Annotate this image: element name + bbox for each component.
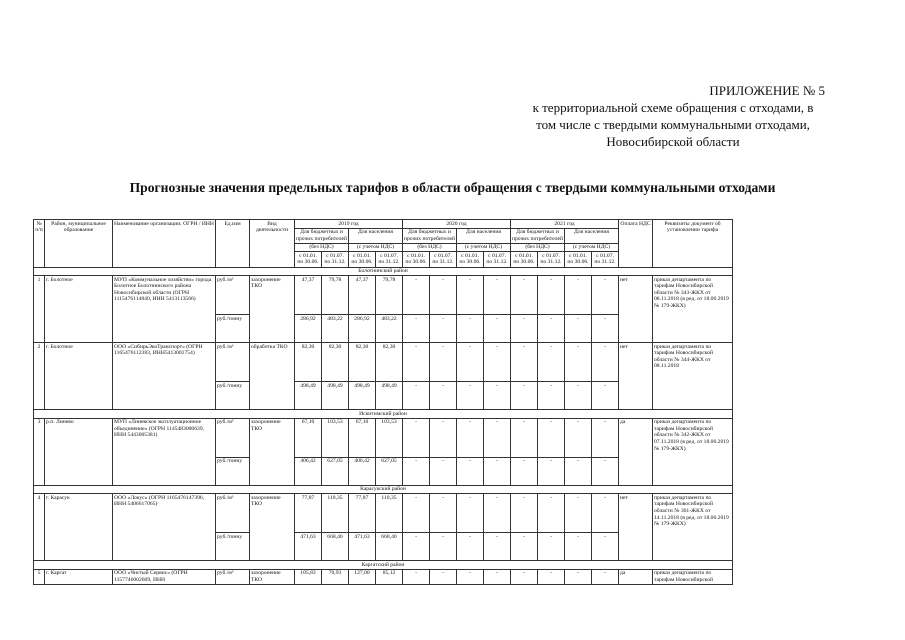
col-header-period: с 01.01. по 30.06. xyxy=(457,252,484,267)
cell-tariff-value: - xyxy=(430,533,457,561)
cell-unit: руб./тонну xyxy=(216,382,250,410)
col-header-period: с 01.07. по 31.12. xyxy=(376,252,403,267)
col-header-novat: (без НДС) xyxy=(403,243,457,252)
cell-tariff-value: - xyxy=(592,569,619,584)
cell-num: 5 xyxy=(34,569,45,584)
cell-tariff-value: 498,49 xyxy=(322,382,349,410)
cell-activity: захоронение ТКО xyxy=(250,494,295,561)
col-header-withvat: (с учетом НДС) xyxy=(565,243,619,252)
cell-tariff-value: 103,53 xyxy=(322,418,349,457)
cell-tariff-value: 82,30 xyxy=(349,343,376,382)
cell-tariff-value: - xyxy=(457,276,484,315)
cell-tariff-value: - xyxy=(538,315,565,343)
cell-org: ООО «СибирьЭкоТранспорт» (ОГРН 1165476112383, ИНН5413001754) xyxy=(113,343,216,410)
cell-tariff-value: - xyxy=(484,382,511,410)
cell-tariff-value: - xyxy=(592,457,619,485)
cell-tariff-value: - xyxy=(511,457,538,485)
col-header-period: с 01.01. по 30.06. xyxy=(349,252,376,267)
cell-district: р.п. Линево xyxy=(45,418,113,485)
region-row xyxy=(34,485,733,494)
col-header-unit: Ед.изм xyxy=(216,220,250,268)
cell-tariff-value: 82,30 xyxy=(376,343,403,382)
cell-tariff-value: - xyxy=(430,276,457,315)
cell-unit: руб./м³ xyxy=(216,569,250,584)
cell-tariff-value: - xyxy=(484,494,511,533)
cell-tariff-value: 498,49 xyxy=(349,382,376,410)
col-header-decree: Реквизиты документ об установлении тарифа xyxy=(653,220,733,268)
cell-tariff-value: 483,22 xyxy=(376,315,403,343)
cell-tariff-value: - xyxy=(484,569,511,584)
cell-tariff-value: 483,22 xyxy=(322,315,349,343)
cell-tariff-value: - xyxy=(538,418,565,457)
cell-tariff-value: - xyxy=(484,418,511,457)
appendix-heading: ПРИЛОЖЕНИЕ № 5 xyxy=(709,83,825,98)
cell-tariff-value: 286,92 xyxy=(349,315,376,343)
col-header-period: с 01.01. по 30.06. xyxy=(403,252,430,267)
cell-tariff-value: - xyxy=(592,494,619,533)
cell-tariff-value: - xyxy=(457,494,484,533)
cell-unit: руб./тонну xyxy=(216,315,250,343)
cell-tariff-value: 70,93 xyxy=(322,569,349,584)
col-header-novat: (без НДС) xyxy=(511,243,565,252)
cell-num: 3 xyxy=(34,418,45,485)
cell-num: 4 xyxy=(34,494,45,561)
cell-tariff-value: - xyxy=(565,315,592,343)
col-header-2020: 2020 год xyxy=(403,220,511,229)
cell-vat: нет xyxy=(619,343,653,410)
table-row xyxy=(34,276,733,315)
cell-tariff-value: 110,35 xyxy=(376,494,403,533)
col-header-period: с 01.07. по 31.12. xyxy=(322,252,349,267)
cell-activity: захоронение ТКО xyxy=(250,569,295,584)
cell-tariff-value: - xyxy=(511,315,538,343)
col-header-budget: Для бюджетных и прочих потребителей xyxy=(512,229,563,242)
cell-org: МУП «Коммунальное хозяйство» города Болотное Болотнинского района Новосибирской области (ОГРН 1115476114840, ИНН 5413113566) xyxy=(113,276,216,343)
cell-vat: нет xyxy=(619,494,653,561)
table-row xyxy=(34,343,733,382)
cell-decree: приказ департамента по тарифам Новосибирской области № 342-ЖКХ от 07.11.2018 (в ред. от 18.06.2019 № 179-ЖКХ) xyxy=(653,418,733,485)
cell-tariff-value: - xyxy=(430,315,457,343)
cell-tariff-value: - xyxy=(430,418,457,457)
cell-tariff-value: 627,05 xyxy=(322,457,349,485)
cell-tariff-value: - xyxy=(538,276,565,315)
cell-tariff-value: - xyxy=(484,533,511,561)
cell-tariff-value: - xyxy=(538,343,565,382)
cell-tariff-value: 668,40 xyxy=(376,533,403,561)
cell-tariff-value: 286,92 xyxy=(295,315,322,343)
cell-district: г. Карасук xyxy=(45,494,113,561)
cell-tariff-value: - xyxy=(430,569,457,584)
cell-tariff-value: - xyxy=(457,382,484,410)
cell-unit: руб./м³ xyxy=(216,343,250,382)
cell-tariff-value: - xyxy=(592,418,619,457)
cell-tariff-value: - xyxy=(538,569,565,584)
col-header-population: Для населения xyxy=(565,228,619,243)
cell-decree: приказ департамента по тарифам Новосибирской области № 344-ЖКХ от 08.11.2018 xyxy=(653,343,733,410)
col-header-period: с 01.07. по 31.12. xyxy=(538,252,565,267)
cell-tariff-value: - xyxy=(511,494,538,533)
cell-tariff-value: 627,05 xyxy=(376,457,403,485)
cell-tariff-value: - xyxy=(565,533,592,561)
cell-tariff-value: 127,00 xyxy=(349,569,376,584)
cell-tariff-value: 82,30 xyxy=(322,343,349,382)
col-header-activity: Вид деятельности xyxy=(250,220,295,268)
appendix-line: Новосибирской области xyxy=(606,134,740,149)
cell-tariff-value: - xyxy=(565,418,592,457)
document-title: Прогнозные значения предельных тарифов в области обращения с твердыми коммунальными отходами xyxy=(129,180,776,195)
cell-activity: обработка ТКО xyxy=(250,343,295,410)
col-header-period: с 01.07. по 31.12. xyxy=(592,252,619,267)
col-header-district: Район, муниципальное образование xyxy=(45,220,113,268)
cell-tariff-value: - xyxy=(403,276,430,315)
table-row xyxy=(34,569,733,584)
cell-tariff-value: 47,37 xyxy=(349,276,376,315)
col-header-2019: 2019 год xyxy=(295,220,403,229)
cell-tariff-value: - xyxy=(457,343,484,382)
cell-activity: захоронение ТКО xyxy=(250,276,295,343)
cell-tariff-value: 77,87 xyxy=(295,494,322,533)
col-header-period: с 01.07. по 31.12. xyxy=(484,252,511,267)
cell-district: г. Болотное xyxy=(45,343,113,410)
col-header-withvat: (с учетом НДС) xyxy=(349,243,403,252)
cell-decree: приказ департамента по тарифам Новосибирской области № 343-ЖКХ от 08.11.2018 (в ред. от 18.06.2019 № 179-ЖКХ) xyxy=(653,276,733,343)
cell-tariff-value: 47,37 xyxy=(295,276,322,315)
cell-unit: руб./м³ xyxy=(216,276,250,315)
cell-tariff-value: 67,10 xyxy=(349,418,376,457)
cell-tariff-value: - xyxy=(484,276,511,315)
cell-tariff-value: - xyxy=(592,315,619,343)
cell-unit: руб./м³ xyxy=(216,494,250,533)
table-body xyxy=(34,267,733,585)
col-header-period: с 01.01. по 30.06. xyxy=(565,252,592,267)
col-header-org: Наименование организации, ОГРН / ИНН xyxy=(113,220,216,268)
cell-vat: да xyxy=(619,418,653,485)
cell-tariff-value: - xyxy=(511,418,538,457)
cell-tariff-value: - xyxy=(592,533,619,561)
cell-tariff-value: - xyxy=(403,494,430,533)
cell-tariff-value: - xyxy=(538,382,565,410)
cell-tariff-value: - xyxy=(592,276,619,315)
cell-tariff-value: - xyxy=(592,382,619,410)
cell-tariff-value: 82,30 xyxy=(295,343,322,382)
cell-tariff-value: - xyxy=(511,533,538,561)
col-header-population: Для населения xyxy=(457,228,511,243)
cell-tariff-value: - xyxy=(403,382,430,410)
cell-tariff-value: - xyxy=(403,569,430,584)
cell-tariff-value: 471,63 xyxy=(349,533,376,561)
cell-tariff-value: - xyxy=(565,276,592,315)
cell-unit: руб./тонну xyxy=(216,457,250,485)
cell-tariff-value: - xyxy=(403,533,430,561)
cell-tariff-value: - xyxy=(538,457,565,485)
cell-decree: приказ департамента по тарифам Новосибирской области № 361-ЖКХ от 14.11.2018 (в ред. от 18.06.2019 № 179-ЖКХ) xyxy=(653,494,733,561)
cell-tariff-value: - xyxy=(430,343,457,382)
cell-tariff-value: - xyxy=(565,457,592,485)
appendix-line: к территориальной схеме обращения с отходами, в xyxy=(532,100,814,115)
cell-district: г. Болотное xyxy=(45,276,113,343)
cell-tariff-value: - xyxy=(430,457,457,485)
cell-tariff-value: 498,49 xyxy=(376,382,403,410)
cell-num: 2 xyxy=(34,343,45,410)
cell-num: 1 xyxy=(34,276,45,343)
cell-tariff-value: - xyxy=(403,457,430,485)
cell-tariff-value: - xyxy=(403,315,430,343)
cell-tariff-value: 668,40 xyxy=(322,533,349,561)
col-header-budget: Для бюджетных и прочих потребителей xyxy=(296,229,347,242)
cell-tariff-value: - xyxy=(430,494,457,533)
region-name: Болотнинский район xyxy=(34,267,733,276)
cell-tariff-value: 103,53 xyxy=(376,418,403,457)
col-header-num: № п/п xyxy=(34,220,45,268)
region-name: Искитимский район xyxy=(34,410,733,419)
cell-tariff-value: - xyxy=(592,343,619,382)
cell-tariff-value: - xyxy=(565,382,592,410)
cell-tariff-value: 85,12 xyxy=(376,569,403,584)
table-row xyxy=(34,418,733,457)
cell-tariff-value: - xyxy=(511,569,538,584)
cell-tariff-value: - xyxy=(457,315,484,343)
cell-tariff-value: - xyxy=(484,343,511,382)
cell-district: г. Каргат xyxy=(45,569,113,584)
col-header-2021: 2021 год xyxy=(511,220,619,229)
cell-tariff-value: - xyxy=(403,343,430,382)
cell-tariff-value: 406,42 xyxy=(349,457,376,485)
cell-tariff-value: 471,63 xyxy=(295,533,322,561)
region-row xyxy=(34,267,733,276)
cell-tariff-value: - xyxy=(565,569,592,584)
cell-tariff-value: - xyxy=(565,343,592,382)
cell-tariff-value: - xyxy=(403,418,430,457)
col-header-period: с 01.01. по 30.06. xyxy=(511,252,538,267)
cell-tariff-value: 79,78 xyxy=(376,276,403,315)
cell-tariff-value: - xyxy=(457,569,484,584)
cell-unit: руб./м³ xyxy=(216,418,250,457)
cell-org: МУП «Линевское эксплуатационное объединение» (ОГРН 1145483000639, ИНН 5443005381) xyxy=(113,418,216,485)
cell-tariff-value: 79,78 xyxy=(322,276,349,315)
cell-tariff-value: 67,10 xyxy=(295,418,322,457)
cell-org: ООО «Локус» (ОГРН 1165476147396, ИНН 5406617065) xyxy=(113,494,216,561)
col-header-budget: Для бюджетных и прочих потребителей xyxy=(404,229,455,242)
col-header-novat: (без НДС) xyxy=(295,243,349,252)
cell-unit: руб./тонну xyxy=(216,533,250,561)
region-name: Карасукский район xyxy=(34,485,733,494)
cell-org: ООО «Чистый Сервис» (ОГРН 1157746002609, ИНН xyxy=(113,569,216,584)
cell-tariff-value: - xyxy=(484,315,511,343)
col-header-period: с 01.01. по 30.06. xyxy=(295,252,322,267)
col-header-population: Для населения xyxy=(349,228,403,243)
cell-tariff-value: 110,35 xyxy=(322,494,349,533)
cell-tariff-value: - xyxy=(457,533,484,561)
cell-tariff-value: - xyxy=(457,418,484,457)
cell-tariff-value: 77,87 xyxy=(349,494,376,533)
cell-tariff-value: - xyxy=(457,457,484,485)
cell-decree: приказ департамента по тарифам Новосибирской xyxy=(653,569,733,584)
cell-tariff-value: 105,83 xyxy=(295,569,322,584)
region-name: Каргатский район xyxy=(34,561,733,570)
col-header-period: с 01.07. по 31.12. xyxy=(430,252,457,267)
col-header-vat: Оплата НДС xyxy=(619,220,653,268)
cell-tariff-value: 406,42 xyxy=(295,457,322,485)
tariff-table xyxy=(33,219,733,585)
appendix-line: том числе с твердыми коммунальными отходами, xyxy=(536,117,810,132)
appendix-block xyxy=(503,82,843,150)
table-row xyxy=(34,494,733,533)
col-header-withvat: (с учетом НДС) xyxy=(457,243,511,252)
cell-tariff-value: - xyxy=(430,382,457,410)
cell-tariff-value: - xyxy=(511,343,538,382)
cell-activity: захоронение ТКО xyxy=(250,418,295,485)
cell-vat: нет xyxy=(619,276,653,343)
cell-tariff-value: - xyxy=(565,494,592,533)
cell-tariff-value: - xyxy=(484,457,511,485)
cell-tariff-value: - xyxy=(511,276,538,315)
cell-tariff-value: - xyxy=(511,382,538,410)
region-row xyxy=(34,561,733,570)
region-row xyxy=(34,410,733,419)
cell-tariff-value: 498,49 xyxy=(295,382,322,410)
cell-tariff-value: - xyxy=(538,494,565,533)
cell-vat: да xyxy=(619,569,653,584)
cell-tariff-value: - xyxy=(538,533,565,561)
